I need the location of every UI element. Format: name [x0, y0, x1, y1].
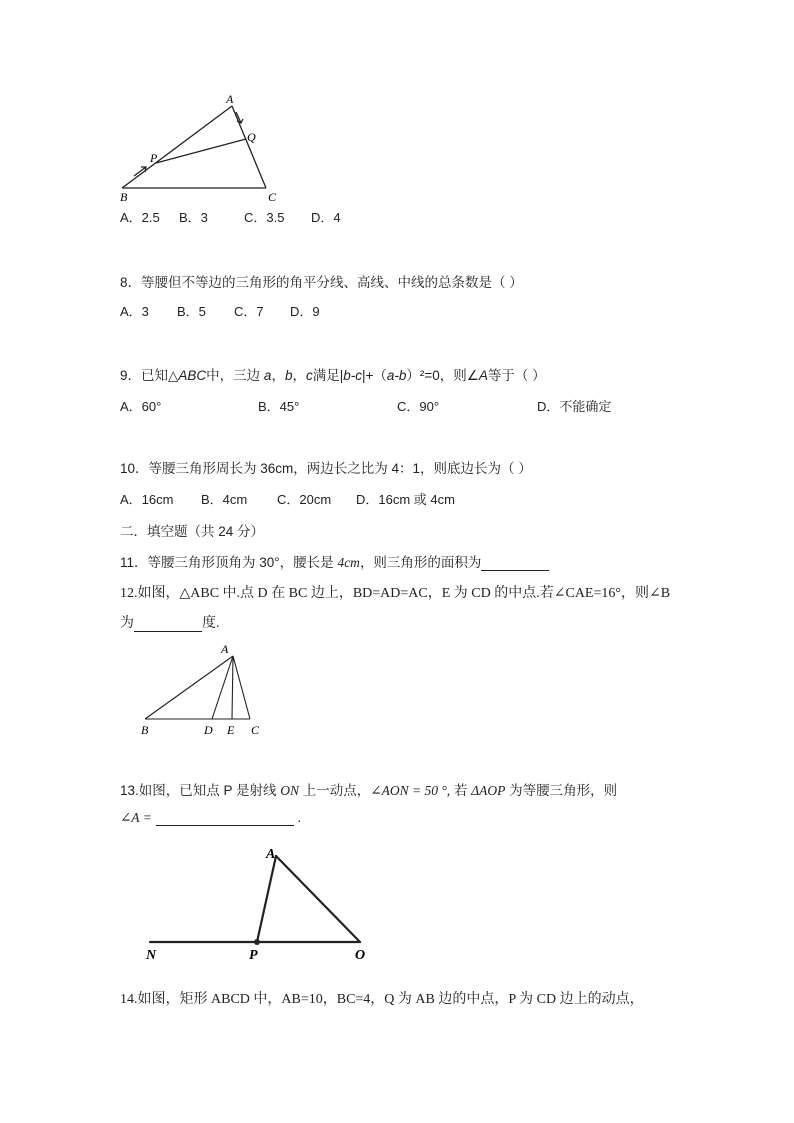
label-p: P — [249, 948, 258, 963]
point-p — [254, 939, 260, 945]
label-a: A — [266, 847, 276, 862]
q9-cond-a: 满足| — [312, 368, 344, 383]
label-o: O — [355, 948, 366, 963]
q13-part4: 为等腰三角形，则 — [505, 783, 618, 798]
segment-pq — [156, 139, 246, 163]
q9-cond-b: |+（ — [361, 368, 387, 383]
label-e: E — [227, 723, 235, 737]
label-d: D — [204, 723, 213, 737]
q9-triangle: △ABC — [168, 368, 207, 383]
q13-angle-a: ∠A = — [120, 810, 152, 825]
label-p: P — [150, 151, 158, 165]
segment-ao — [276, 856, 360, 942]
q13-triangle: ΔAOP — [471, 783, 506, 798]
segment-ac — [233, 656, 250, 719]
q9-option-b[interactable]: B．45° — [258, 399, 300, 414]
q7-option-d[interactable]: D．4 — [311, 210, 341, 225]
q9-sep2: ， — [292, 368, 306, 383]
q11-part1: 11．等腰三角形顶角为 30°，腰长是 — [120, 555, 338, 570]
figure-q13-triangle — [135, 838, 385, 968]
figure-q12-triangle — [130, 640, 280, 740]
q11-stem — [120, 551, 549, 571]
figure-q7-triangle — [110, 90, 290, 202]
segment-ac — [232, 106, 266, 188]
label-n: N — [146, 948, 157, 963]
q9-var-b: b — [284, 368, 293, 383]
q9-bc: b-c — [343, 368, 362, 383]
q11-part2: ，则三角形的面积为 — [359, 555, 482, 570]
q7-option-b[interactable]: B．3 — [179, 210, 208, 225]
segment-ae — [232, 656, 233, 719]
q8-option-b[interactable]: B．5 — [177, 304, 206, 319]
q10-stem: 10．等腰三角形周长为 36cm，两边长之比为 4：1，则底边长为（ ） — [120, 461, 532, 476]
q9-prefix: 9．已知 — [120, 368, 169, 383]
q13-part1: 13.如图，已知点 P 是射线 — [120, 783, 281, 798]
segment-ap — [257, 856, 276, 942]
q8-option-d[interactable]: D．9 — [290, 304, 320, 319]
q13-answer-blank[interactable] — [156, 810, 294, 826]
q10-option-a[interactable]: A．16cm — [120, 492, 174, 507]
q12-line2 — [120, 612, 220, 632]
label-b: B — [141, 723, 149, 737]
q9-option-d[interactable]: D．不能确定 — [537, 399, 612, 414]
q9-option-a[interactable]: A．60° — [120, 399, 162, 414]
q12-line1: 12.如图，△ABC 中.点 D 在 BC 边上，BD=AD=AC，E 为 CD 的中点.若∠CAE=16°，则∠B — [120, 586, 671, 601]
q10-option-b[interactable]: B．4cm — [201, 492, 248, 507]
q13-part3: 若 — [450, 783, 472, 798]
q10-option-d[interactable]: D．16cm 或 4cm — [356, 492, 455, 507]
label-c: C — [268, 190, 277, 202]
q9-var-a: a — [263, 368, 272, 383]
q7-option-a[interactable]: A．2.5 — [120, 210, 160, 225]
q13-angle: ∠AON = 50 °, — [370, 783, 451, 798]
label-a: A — [226, 92, 234, 106]
section-heading: 二．填空题（共 24 分） — [120, 524, 265, 539]
q14-stem: 14.如图，矩形 ABCD 中，AB=10，BC=4，Q 为 AB 边的中点，P 为 CD 边上的动点， — [120, 992, 644, 1007]
label-a: A — [221, 642, 229, 656]
q12-answer-blank[interactable] — [134, 616, 202, 632]
label-q: Q — [247, 130, 256, 144]
q8-stem: 8．等腰但不等边的三角形的角平分线、高线、中线的总条数是（ ） — [120, 275, 523, 290]
q13-ray: ON — [280, 783, 300, 798]
q12-line2-end: 度. — [202, 616, 220, 631]
q11-value: 4cm — [337, 555, 360, 570]
q9-option-c[interactable]: C．90° — [397, 399, 440, 414]
q9-ab: a-b — [386, 368, 407, 383]
q12-line2-start: 为 — [120, 616, 134, 631]
q9-sep1: ， — [271, 368, 285, 383]
segment-ab — [145, 656, 233, 719]
q8-option-c[interactable]: C．7 — [234, 304, 264, 319]
q13-line2-end: . — [297, 810, 302, 825]
q9-cond-c: ）²=0，则∠ — [406, 368, 479, 383]
q13-line2 — [120, 810, 301, 826]
q8-option-a[interactable]: A．3 — [120, 304, 149, 319]
q9-suffix: 等于（ ） — [487, 368, 546, 383]
q9-var-c: c — [305, 368, 313, 383]
q10-option-c[interactable]: C．20cm — [277, 492, 332, 507]
q9-angle-a: A — [478, 368, 488, 383]
q9-mid: 中，三边 — [206, 368, 261, 383]
q13-part2: 上一动点， — [299, 783, 371, 798]
q9-stem — [120, 364, 546, 384]
q11-answer-blank[interactable] — [481, 555, 549, 571]
label-c: C — [251, 723, 260, 737]
q13-line1 — [120, 779, 617, 799]
label-b: B — [120, 190, 128, 202]
segment-ad — [212, 656, 233, 719]
q7-option-c[interactable]: C．3.5 — [244, 210, 285, 225]
